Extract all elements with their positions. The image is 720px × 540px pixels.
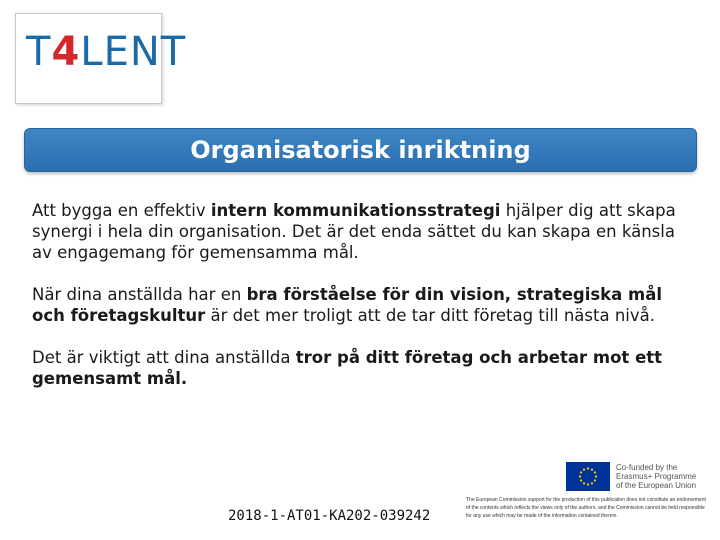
paragraph-1-text-1: Att bygga en effektiv: [32, 201, 211, 220]
erasmus-logo-text: [616, 463, 696, 490]
talent-logo-text: [26, 29, 187, 75]
paragraph-1: [32, 200, 692, 263]
erasmus-line-2: Erasmus+ Programme: [616, 471, 697, 481]
erasmus-line-3: of the European Union: [616, 480, 697, 490]
paragraph-1-text-2: hjälper dig att skapa synergi i hela din organisation. Det är det enda sättet du kan skapa en känsla av engagemang för gemensamma mål.: [32, 201, 676, 262]
paragraph-1-bold-1: intern kommunikationsstrategi: [210, 201, 501, 220]
paragraph-2-text-2: är det mer troligt att de tar ditt företag till nästa nivå.: [205, 306, 655, 325]
erasmus-logo: [566, 461, 708, 491]
paragraph-2: [32, 284, 692, 326]
logo-part-2: 4: [51, 29, 81, 75]
paragraph-3-text-1: Det är viktigt att dina anställda: [32, 348, 296, 367]
eu-flag-icon: [566, 462, 610, 491]
title-banner: [24, 128, 697, 172]
eu-disclaimer: The European Commission support for the production of this publication does not constitute an endorsement of the contents which reflects the views only of the authors, and the Commission cannot be held responsible for any use which may be made of the information contained therein.: [466, 497, 706, 519]
body-content: [32, 200, 692, 410]
erasmus-line-1: Co-funded by the: [616, 462, 678, 472]
paragraph-2-bold-1: bra förståelse för din vision, strategiska mål och företagskultur: [32, 285, 663, 325]
logo-part-1: T: [26, 29, 52, 75]
project-code: 2018-1-AT01-KA202-039242: [228, 508, 431, 524]
paragraph-2-text-1: När dina anställda har en: [32, 285, 247, 304]
logo-part-3: LENT: [80, 29, 187, 75]
paragraph-3-bold-1: tror på ditt företag och arbetar mot ett gemensamt mål.: [32, 348, 663, 388]
paragraph-3: [32, 347, 692, 389]
talent-logo: [15, 13, 187, 104]
page-title: Organisatorisk inriktning: [190, 136, 531, 164]
